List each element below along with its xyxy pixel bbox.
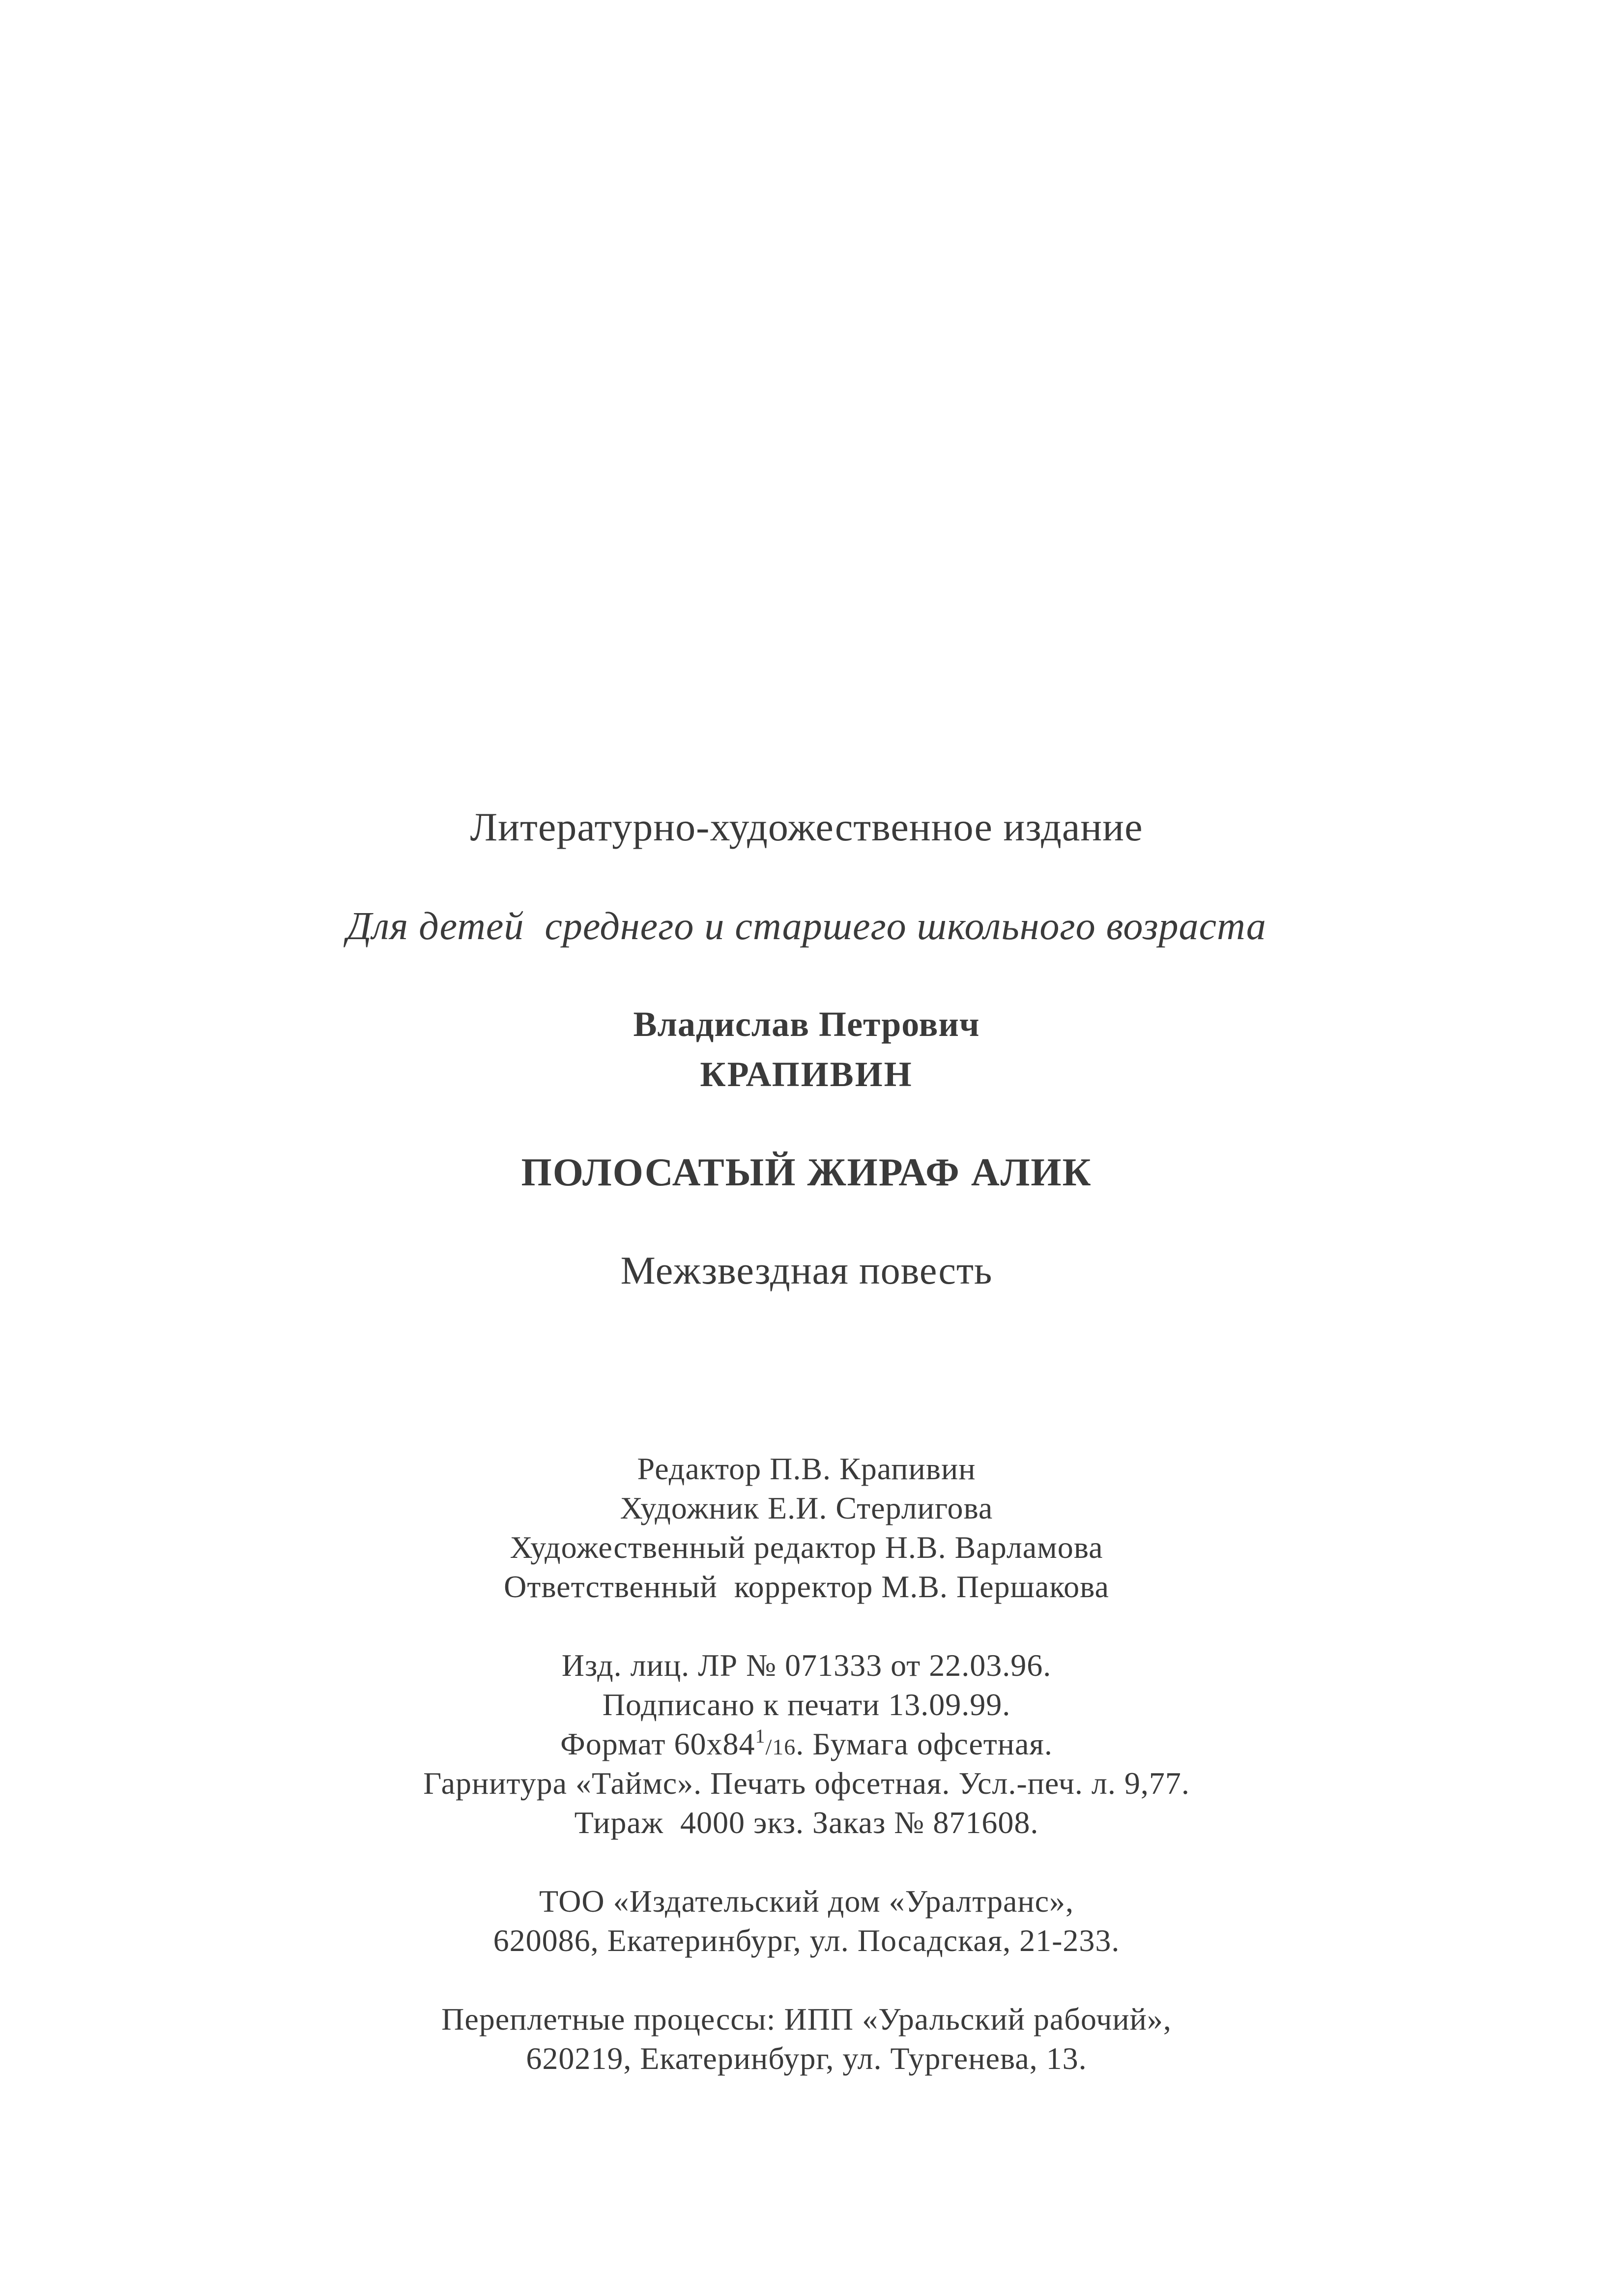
binding-address: 620219, Екатеринбург, ул. Тургенева, 13. [526,2041,1087,2076]
book-subtitle: Межзвездная повесть [620,1249,993,1292]
format-fraction-denominator: /16 [765,1734,796,1759]
format-prefix: Формат 60х84 [560,1726,755,1761]
book-title: ПОЛОСАТЫЙ ЖИРАФ АЛИК [521,1151,1092,1194]
imprint-format [0,1725,1613,1761]
publisher-address: 620086, Екатеринбург, ул. Посадская, 21-233. [493,1923,1120,1958]
author-surname: КРАПИВИН [700,1055,913,1094]
audience-note: Для детей среднего и старшего школьного возраста [346,905,1267,948]
imprint-typeface: Гарнитура «Таймс». Печать офсетная. Усл.-печ. л. 9,77. [423,1766,1190,1801]
author-given-names: Владислав Петрович [633,1004,980,1044]
series-label: Литературно-художественное издание [470,804,1143,849]
imprint-print-run: Тираж 4000 экз. Заказ № 871608. [574,1805,1039,1840]
format-fraction-numerator: 1 [755,1725,766,1747]
publisher-name: ТОО «Издательский дом «Уралтранс», [539,1884,1074,1919]
credit-art-editor: Художественный редактор Н.В. Варламова [510,1530,1103,1565]
credit-illustrator: Художник Е.И. Стерлигова [620,1491,993,1525]
format-suffix: . Бумага офсетная. [796,1726,1053,1761]
imprint-signed: Подписано к печати 13.09.99. [602,1687,1011,1722]
credit-proofreader: Ответственный корректор М.В. Першакова [504,1569,1109,1604]
imprint-license: Изд. лиц. ЛР № 071333 от 22.03.96. [561,1648,1052,1683]
binding-processes: Переплетные процессы: ИПП «Уральский рабочий», [441,2002,1172,2037]
credit-editor: Редактор П.В. Крапивин [637,1451,976,1486]
